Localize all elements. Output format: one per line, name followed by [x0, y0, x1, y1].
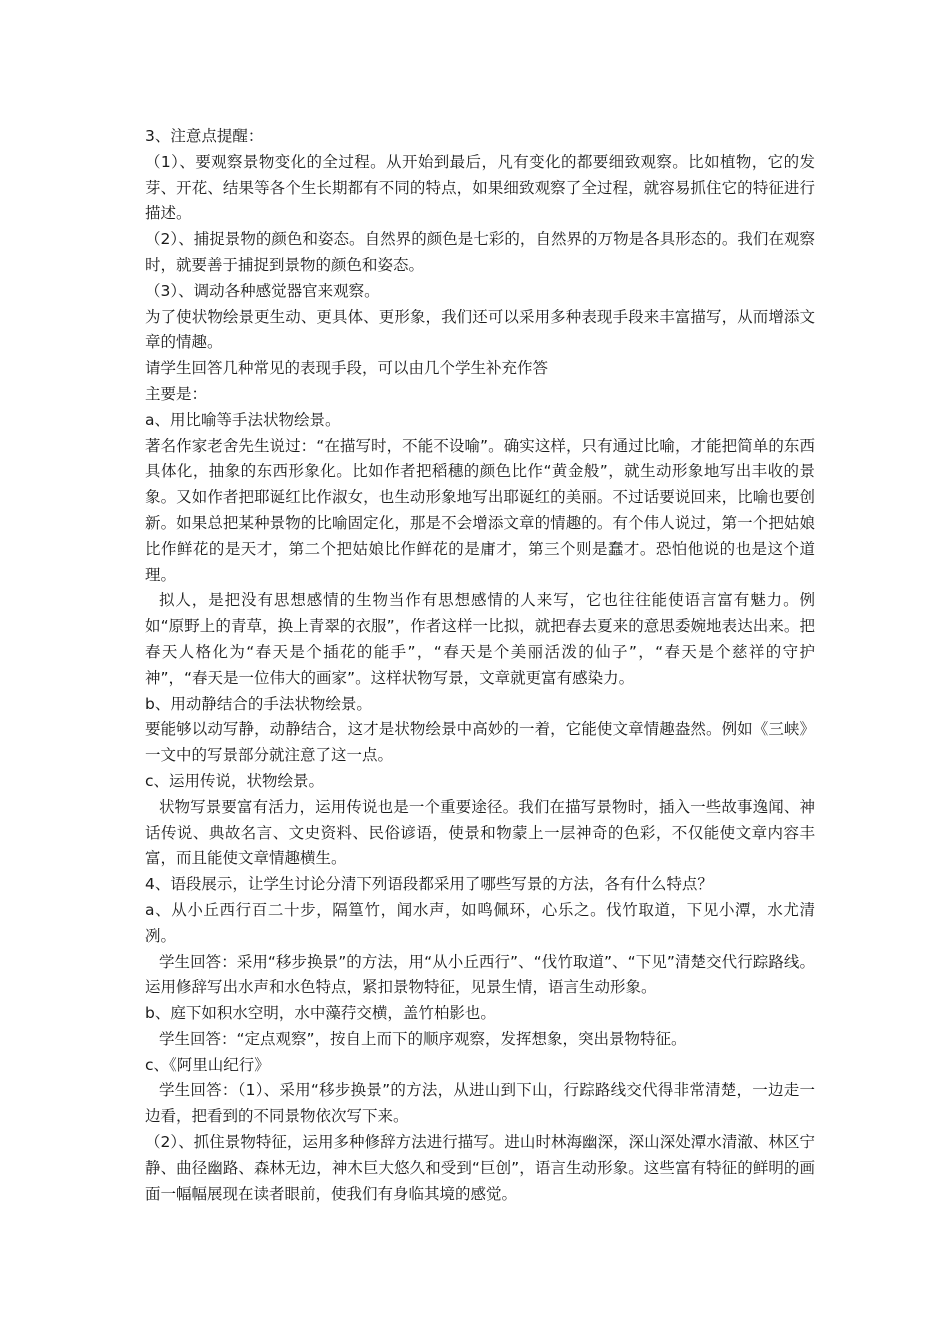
paragraph: 3、注意点提醒：: [145, 127, 264, 145]
paragraph: 学生回答：“定点观察”，按自上而下的顺序观察，发挥想象，突出景物特征。: [158, 1029, 687, 1048]
paragraph: a、从小丘西行百二十步，隔篁竹，闻水声，如鸣佩环，心乐之。伐竹取道，下见小潭，水尤清冽。: [145, 900, 815, 945]
paragraph: c、运用传说，状物绘景。: [145, 771, 325, 790]
paragraph: 状物写景要富有活力，运用传说也是一个重要途径。我们在描写景物时，插入一些故事逸闻、神话传说、典故名言、文史资料、民俗谚语，使景和物蒙上一层神奇的色彩，不仅能使文章内容丰富，而且能使文章情趣横生。: [145, 797, 815, 868]
paragraph: 学生回答：采用“移步换景”的方法，用“从小丘西行”、“伐竹取道”、“下见”清楚交代行踪路线。运用修辞写出水声和水色特点，紧扣景物特征，见景生情，语言生动形象。: [145, 952, 815, 997]
document-page: [145, 124, 815, 1207]
paragraph: 为了使状物绘景更生动、更具体、更形象，我们还可以采用多种表现手段来丰富描写，从而增添文章的情趣。: [145, 307, 815, 352]
paragraph: 4、语段展示，让学生讨论分清下列语段都采用了哪些写景的方法，各有什么特点？: [145, 875, 713, 894]
paragraph: （2）、抓住景物特征，运用多种修辞方法进行描写。进山时林海幽深，深山深处潭水清澈、林区宁静、曲径幽路、森林无边，神木巨大悠久和受到“巨创”，语言生动形象。这些富有特征的鲜明的画面一幅幅展现在读者眼前，使我们有身临其境的感觉。: [145, 1133, 815, 1203]
paragraph: （1）、要观察景物变化的全过程。从开始到最后，凡有变化的都要细致观察。比如植物，它的发芽、开花、结果等各个生长期都有不同的特点，如果细致观察了全过程，就容易抓住它的特征进行描述。: [145, 152, 815, 223]
paragraph: （2）、捕捉景物的颜色和姿态。自然界的颜色是七彩的，自然界的万物是各具形态的。我们在观察时，就要善于捕捉到景物的颜色和姿态。: [145, 230, 815, 274]
paragraph: c、《阿里山纪行》: [145, 1055, 270, 1074]
paragraph: 学生回答：（1）、采用“移步换景”的方法，从进山到下山，行踪路线交代得非常清楚，一边走一边看，把看到的不同景物依次写下来。: [145, 1081, 815, 1126]
paragraph: b、用动静结合的手法状物绘景。: [145, 694, 372, 713]
paragraph: b、庭下如积水空明，水中藻荇交横，盖竹柏影也。: [145, 1004, 496, 1023]
paragraph: a、用比喻等手法状物绘景。: [145, 410, 341, 429]
paragraph: 请学生回答几种常见的表现手段，可以由几个学生补充作答: [145, 359, 549, 378]
paragraph: 著名作家老舍先生说过：“在描写时，不能不设喻”。确实这样，只有通过比喻，才能把简单的东西具体化，抽象的东西形象化。比如作者把稻穗的颜色比作“黄金般”，就生动形象地写出丰收的景象。又如作者把耶诞红比作淑女，也生动形象地写出耶诞红的美丽。不过话要说回来，比喻也要创新。如果总把某种景物的比喻固定化，那是不会增添文章的情趣的。有个伟人说过，第一个把姑娘比作鲜花的是天才，第二个把姑娘比作鲜花的是庸才，第三个则是蠢才。恐怕他说的也是这个道理。: [145, 436, 815, 584]
paragraph: （3）、调动各种感觉器官来观察。: [145, 281, 380, 300]
paragraph: 拟人，是把没有思想感情的生物当作有思想感情的人来写，它也往往能使语言富有魅力。例如“原野上的青草，换上青翠的衣服”，作者这样一比拟，就把春去夏来的意思委婉地表达出来。把春天人格化为“春天是个插花的能手”，“春天是个美丽活泼的仙子”，“春天是个慈祥的守护神”，“春天是一位伟大的画家”。这样状物写景，文章就更富有感染力。: [145, 591, 815, 687]
paragraph: 要能够以动写静，动静结合，这才是状物绘景中高妙的一着，它能使文章情趣盎然。例如《三峡》一文中的写景部分就注意了这一点。: [145, 720, 815, 765]
paragraph: 主要是：: [145, 384, 208, 403]
